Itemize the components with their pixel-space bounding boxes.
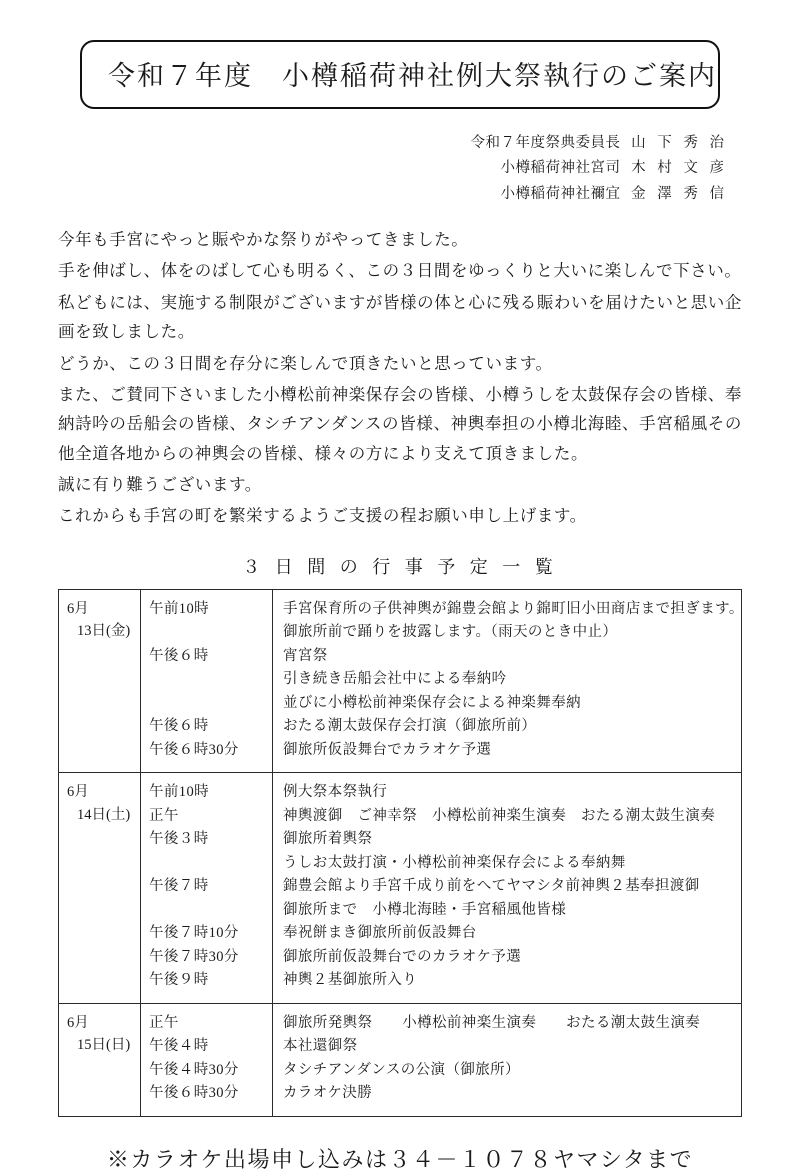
- schedule-time: [149, 668, 268, 692]
- schedule-time: 午後４時: [149, 1038, 209, 1055]
- schedule-event: カラオケ決勝: [283, 1085, 373, 1102]
- schedule-day-block: [59, 1003, 741, 1116]
- page-title: 令和７年度 小樽稲荷神社例大祭執行のご案内: [108, 61, 717, 91]
- schedule-event: タシチアンダンスの公演（御旅所）: [283, 1061, 520, 1078]
- signature-name: 山 下 秀 治: [631, 135, 728, 151]
- schedule-event: 御旅所発輿祭 小樽松前神楽生演奏 おたる潮太鼓生演奏: [283, 1014, 701, 1031]
- schedule-event-cell: [273, 1004, 741, 1116]
- schedule-date-cell: [59, 773, 141, 1003]
- schedule-day-block: [59, 590, 744, 773]
- schedule-time: 午前10時: [149, 784, 209, 801]
- schedule-event: 神輿渡御 ご神幸祭 小樽松前神楽生演奏 おたる潮太鼓生演奏: [283, 807, 716, 824]
- schedule-time: [149, 899, 268, 923]
- signature-role: 令和７年度祭典委員長: [470, 135, 621, 151]
- schedule-event-cell: [273, 773, 741, 1003]
- schedule-time: 正午: [149, 807, 179, 824]
- schedule-event: うしお太鼓打演・小樽松前神楽保存会による奉納舞: [283, 854, 626, 871]
- signature-line: [0, 131, 728, 156]
- schedule-date-month: 6月: [67, 784, 89, 801]
- schedule-time: 午後７時: [149, 878, 209, 895]
- signature-line: [0, 182, 728, 207]
- schedule-time: 午後６時: [149, 718, 209, 735]
- paragraph: どうか、この３日間を存分に楽しんで頂きたいと思っています。: [58, 353, 553, 373]
- schedule-event: 奉祝餅まき御旅所前仮設舞台: [283, 925, 477, 942]
- schedule-time: 午後６時: [149, 647, 209, 664]
- schedule-date-day: 14日(土): [77, 806, 131, 823]
- paragraph: 今年も手宮にやっと賑やかな祭りがやってきました。: [58, 230, 469, 250]
- title-box: [80, 40, 720, 109]
- schedule-event: 手宮保育所の子供神輿が錦豊会館より錦町旧小田商店まで担ぎます。: [283, 600, 744, 617]
- schedule-date-day: 13日(金): [77, 623, 131, 640]
- schedule-event: 例大祭本祭執行: [283, 784, 388, 801]
- paragraph: 手を伸ばし、体をのばして心も明るく、この３日間をゆっくりと大いに楽しんで下さい。: [58, 261, 742, 281]
- paragraph: 誠に有り難うございます。: [58, 475, 262, 494]
- schedule-event: おたる潮太鼓保存会打演（御旅所前）: [283, 718, 537, 735]
- schedule-time-cell: [141, 1004, 273, 1116]
- schedule-event: 神輿２基御旅所入り: [283, 972, 418, 989]
- schedule-time: [149, 621, 268, 645]
- schedule-time: 午後６時30分: [149, 1085, 239, 1102]
- schedule-time: [149, 852, 268, 876]
- schedule-time: 午後４時30分: [149, 1061, 239, 1078]
- schedule-time: 午後９時: [149, 972, 209, 989]
- footer-note: ※カラオケ出場申し込みは３４－１０７８ヤマシタまで: [106, 1146, 694, 1172]
- schedule-event: 引き続き岳船会社中による奉納吟: [283, 671, 507, 688]
- paragraph: これからも手宮の町を繁栄するようご支援の程お願い申し上げます。: [58, 506, 587, 526]
- signature-name: 金 澤 秀 信: [631, 185, 728, 202]
- schedule-date-month: 6月: [67, 600, 89, 617]
- schedule-date-cell: [59, 590, 141, 773]
- schedule-time: 午前10時: [149, 600, 209, 617]
- signature-block: [0, 131, 728, 207]
- document-page: [0, 40, 800, 1170]
- schedule-event: 御旅所まで 小樽北海睦・手宮稲風他皆様: [283, 901, 567, 918]
- schedule-heading: ３ 日 間 の 行 事 予 定 一 覧: [242, 556, 558, 577]
- signature-role: 小樽稲荷神社宮司: [500, 160, 621, 177]
- signature-line: [0, 156, 728, 181]
- schedule-time: 正午: [149, 1014, 179, 1031]
- schedule-event: 本社還御祭: [283, 1038, 358, 1055]
- schedule-event: 御旅所前で踊りを披露します。（雨天のとき中止）: [283, 624, 618, 641]
- schedule-date-month: 6月: [67, 1014, 89, 1031]
- schedule-date-cell: [59, 1004, 141, 1116]
- schedule-event: 御旅所前仮設舞台でのカラオケ予選: [283, 948, 522, 965]
- schedule-event: 御旅所仮設舞台でカラオケ予選: [283, 741, 492, 758]
- schedule-event: 錦豊会館より手宮千成り前をへてヤマシタ前神輿２基奉担渡御: [283, 878, 700, 895]
- title-container: [0, 40, 800, 109]
- schedule-time-cell: [141, 590, 273, 773]
- schedule-time-cell: [141, 773, 273, 1003]
- schedule-table: [58, 589, 742, 1117]
- schedule-time: 午後３時: [149, 831, 209, 848]
- signature-name: 木 村 文 彦: [631, 160, 728, 177]
- schedule-event: 並びに小樽松前神楽保存会による神楽舞奉納: [283, 694, 581, 711]
- schedule-date-day: 15日(日): [77, 1037, 131, 1054]
- body-text: [58, 225, 742, 531]
- schedule-day-block: [59, 772, 741, 1003]
- paragraph: また、ご賛同下さいました小樽松前神楽保存会の皆様、小樽うしを太鼓保存会の皆様、奉納詩吟の岳船会の皆様、タシチアンダンスの皆様、神輿奉担の小樽北海睦、手宮稲風その他全道各地からの神輿会の皆様、様々の方により支えて頂きました。: [58, 384, 742, 463]
- signature-role: 小樽稲荷神社禰宜: [500, 185, 621, 202]
- schedule-event-cell: [273, 590, 752, 773]
- schedule-time: 午後７時10分: [149, 925, 239, 942]
- schedule-event: 宵宮祭: [283, 647, 328, 664]
- schedule-time: [149, 692, 268, 716]
- schedule-time: 午後６時30分: [149, 741, 239, 758]
- paragraph: 私どもには、実施する制限がございますが皆様の体と心に残る賑わいを届けたいと思い企画を致しました。: [58, 292, 742, 342]
- schedule-time: 午後７時30分: [149, 948, 239, 965]
- schedule-event: 御旅所着輿祭: [283, 831, 373, 848]
